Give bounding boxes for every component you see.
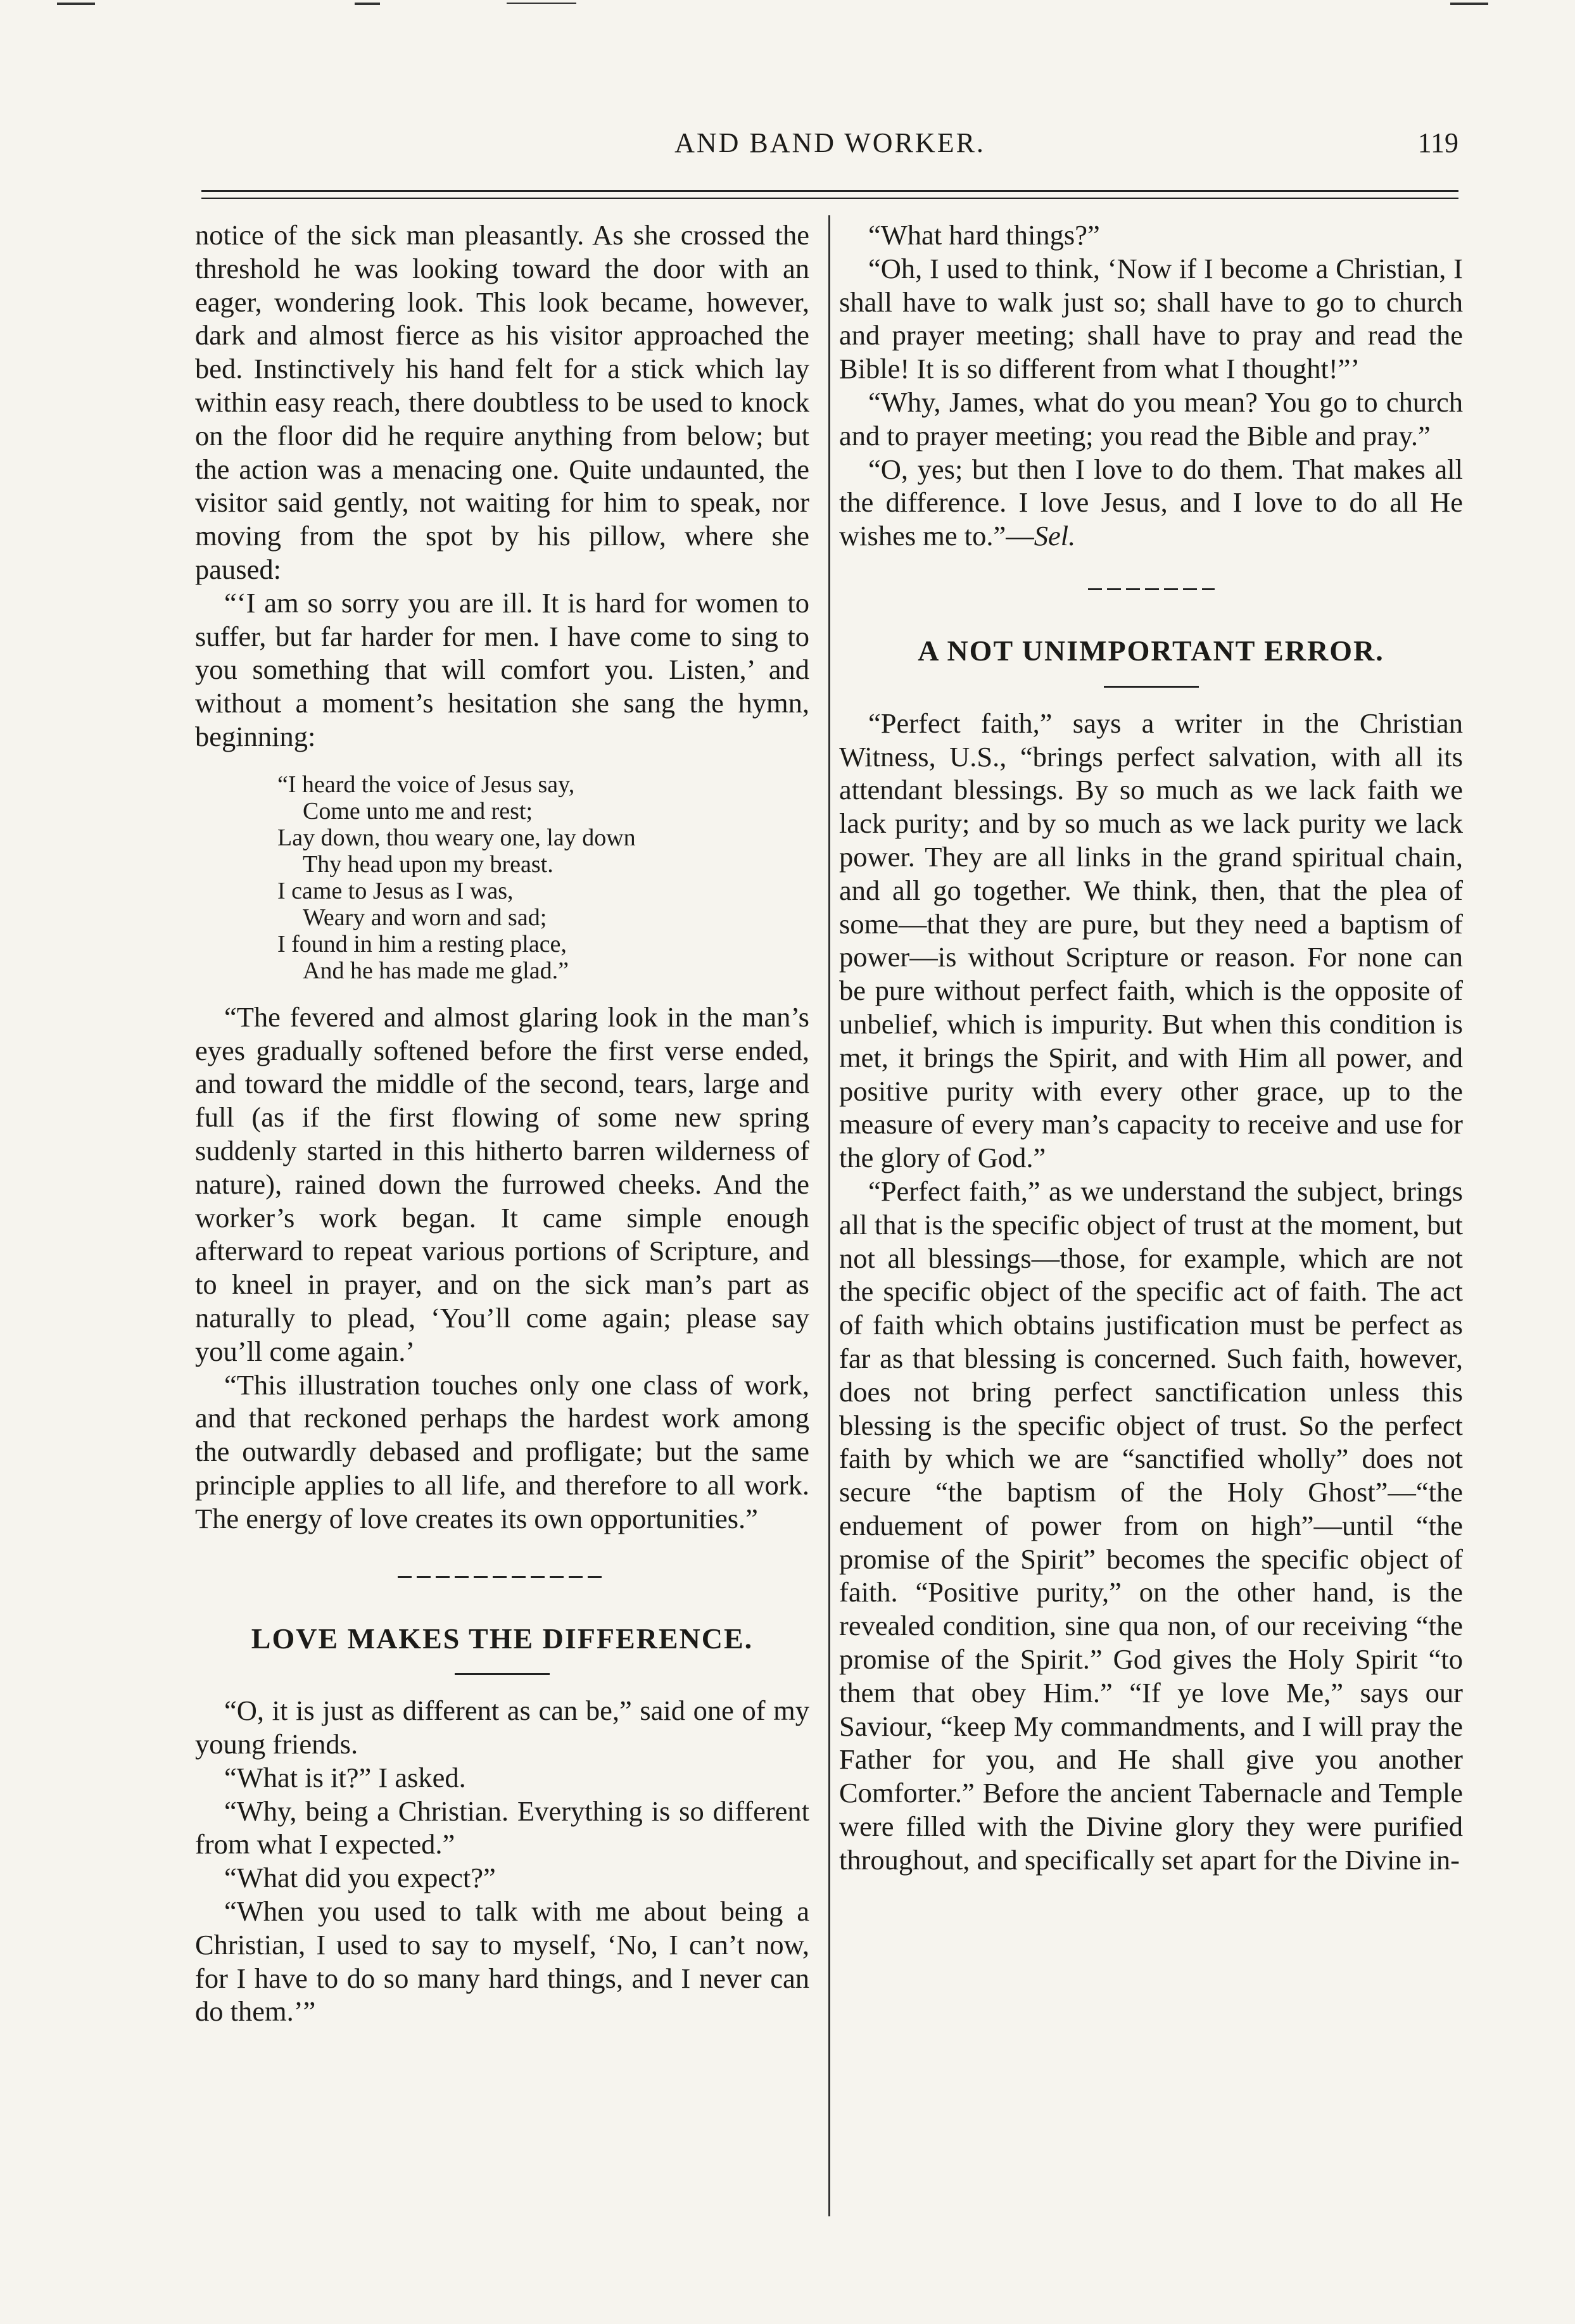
- header-rule-top: [201, 190, 1458, 192]
- poem-line: Come unto me and rest;: [303, 797, 533, 824]
- title-rule: [1104, 686, 1199, 688]
- paragraph: “What hard things?”: [868, 219, 1100, 251]
- poem-line: Weary and worn and sad;: [303, 904, 547, 931]
- paragraph: “Why, James, what do you mean? You go to church and to prayer meeting; you read the Bible and pray.”: [839, 386, 1463, 452]
- poem-line: And he has made me glad.”: [303, 957, 569, 984]
- paragraph: “Perfect faith,” as we understand the subject, brings all that is the specific object of trust at the moment, but not all blessings—those, for example, which are not the specific object of the specific act of faith. The act of faith which obtains justification must be perfect as far as that blessing is concerned. Such faith, however, does not bring perfect sanctification unless this blessing is the specific object of trust. So the perfect faith by which we are “sanctified wholly” does not secure “the baptism of the Holy Ghost”—“the enduement of power from on high”—until “the promise of the Spirit” becomes the specific object of faith. “Positive purity,” on the other hand, is the revealed condition, sine qua non, of our receiving “the promise of the Spirit.” God gives the Holy Spirit “to them that obey Him.” “If ye love Me,” says our Saviour, “keep My commandments, and I will pray the Father for you, and He shall give you another Comforter.” Before the ancient Tabernacle and Temple were filled with the Divine glory they were purified throughout, and specifically set apart for the Divine in-: [839, 1175, 1463, 1876]
- header-rule-bottom: [201, 198, 1458, 199]
- section-separator: [1088, 588, 1215, 590]
- article-title: LOVE MAKES THE DIFFERENCE.: [251, 1622, 754, 1655]
- poem-line: I came to Jesus as I was,: [277, 877, 514, 904]
- poem-line: Thy head upon my breast.: [303, 850, 553, 878]
- signature: Sel.: [1034, 520, 1076, 552]
- paragraph-text: “O, yes; but then I love to do them. That makes all the difference. I love Jesus, and I love to do all He wishes me to.”—: [839, 453, 1463, 552]
- title-rule: [455, 1673, 550, 1675]
- page-header: [201, 127, 1458, 177]
- poem-line: “I heard the voice of Jesus say,: [277, 771, 575, 798]
- article-title: A NOT UNIMPORTANT ERROR.: [918, 634, 1384, 667]
- paragraph: “Perfect faith,” says a writer in the Christian Witness, U.S., “brings perfect salvation, with all its attendant blessings. By so much as we lack faith we lack purity; and by so much as we lack purity we lack power. They are all links in the grand spiritual chain, and all go together. We think, then, that the plea of some—that they are pure, but they need a baptism of power—is without Scripture or reason. For none can be pure without perfect faith, which is the opposite of unbelief, which is impurity. But when this condition is met, it brings the Spirit, and with Him all power, and positive purity with every other grace, up to the measure of every man’s capacity to receive and use for the glory of God.”: [839, 707, 1463, 1174]
- paragraph: notice of the sick man pleasantly. As she crossed the threshold he was looking toward the door with an eager, wondering look. This look became, however, dark and almost fierce as his visitor approached the bed. Instinctively his hand felt for a stick which lay within easy reach, there doubtless to be used to knock on the floor did he require anything from below; but the action was a menacing one. Quite undaunted, the visitor said gently, not waiting for him to speak, nor moving from the spot by his pillow, where she paused:: [195, 219, 809, 585]
- poem-line: Lay down, thou weary one, lay down: [277, 824, 636, 851]
- paragraph: [839, 453, 1463, 553]
- paragraph: “O, it is just as different as can be,” said one of my young friends.: [195, 1695, 809, 1760]
- paragraph: “Why, being a Christian. Everything is so different from what I expected.”: [195, 1795, 809, 1860]
- paragraph: “What is it?” I asked.: [224, 1761, 466, 1793]
- scan-top-edge: [0, 0, 1575, 9]
- paragraph: “What did you expect?”: [224, 1862, 496, 1894]
- running-title: AND BAND WORKER.: [674, 127, 985, 158]
- paragraph: “The fevered and almost glaring look in the man’s eyes gradually softened before the first verse ended, and toward the middle of the second, tears, large and full (as if the first flowing of some new spring suddenly started in this hitherto barren wilderness of nature), rained down the furrowed cheeks. And the worker’s work began. It came simple enough afterward to repeat various portions of Scripture, and to kneel in prayer, and on the sick man’s part as naturally to plead, ‘You’ll come again; please say you’ll come again.’: [195, 1001, 809, 1367]
- paragraph: “This illustration touches only one class of work, and that reckoned perhaps the hardest work among the outwardly debased and profligate; but the same principle applies to all life, and therefore to all work. The energy of love creates its own opportunities.”: [195, 1368, 809, 1534]
- section-separator: [398, 1576, 607, 1578]
- page-number: 119: [1417, 127, 1458, 158]
- left-column: [195, 218, 809, 2028]
- paragraph: “Oh, I used to think, ‘Now if I become a Christian, I shall have to walk just so; shall have to go to church and prayer meeting; shall have to pray and read the Bible! It is so different from what I thought!”’: [839, 252, 1463, 385]
- paragraph: “When you used to talk with me about being a Christian, I used to say to myself, ‘No, I can’t now, for I have to do so many hard things, and I never can do them.’”: [195, 1895, 809, 2028]
- hymn-verse: [277, 771, 809, 984]
- poem-line: I found in him a resting place,: [277, 930, 567, 957]
- paragraph: “‘I am so sorry you are ill. It is hard for women to suffer, but far harder for men. I have come to sing to you something that will comfort you. Listen,’ and without a moment’s hesitation she sang the hymn, beginning:: [195, 586, 809, 752]
- right-column: [839, 218, 1463, 1877]
- column-divider: [828, 215, 830, 2216]
